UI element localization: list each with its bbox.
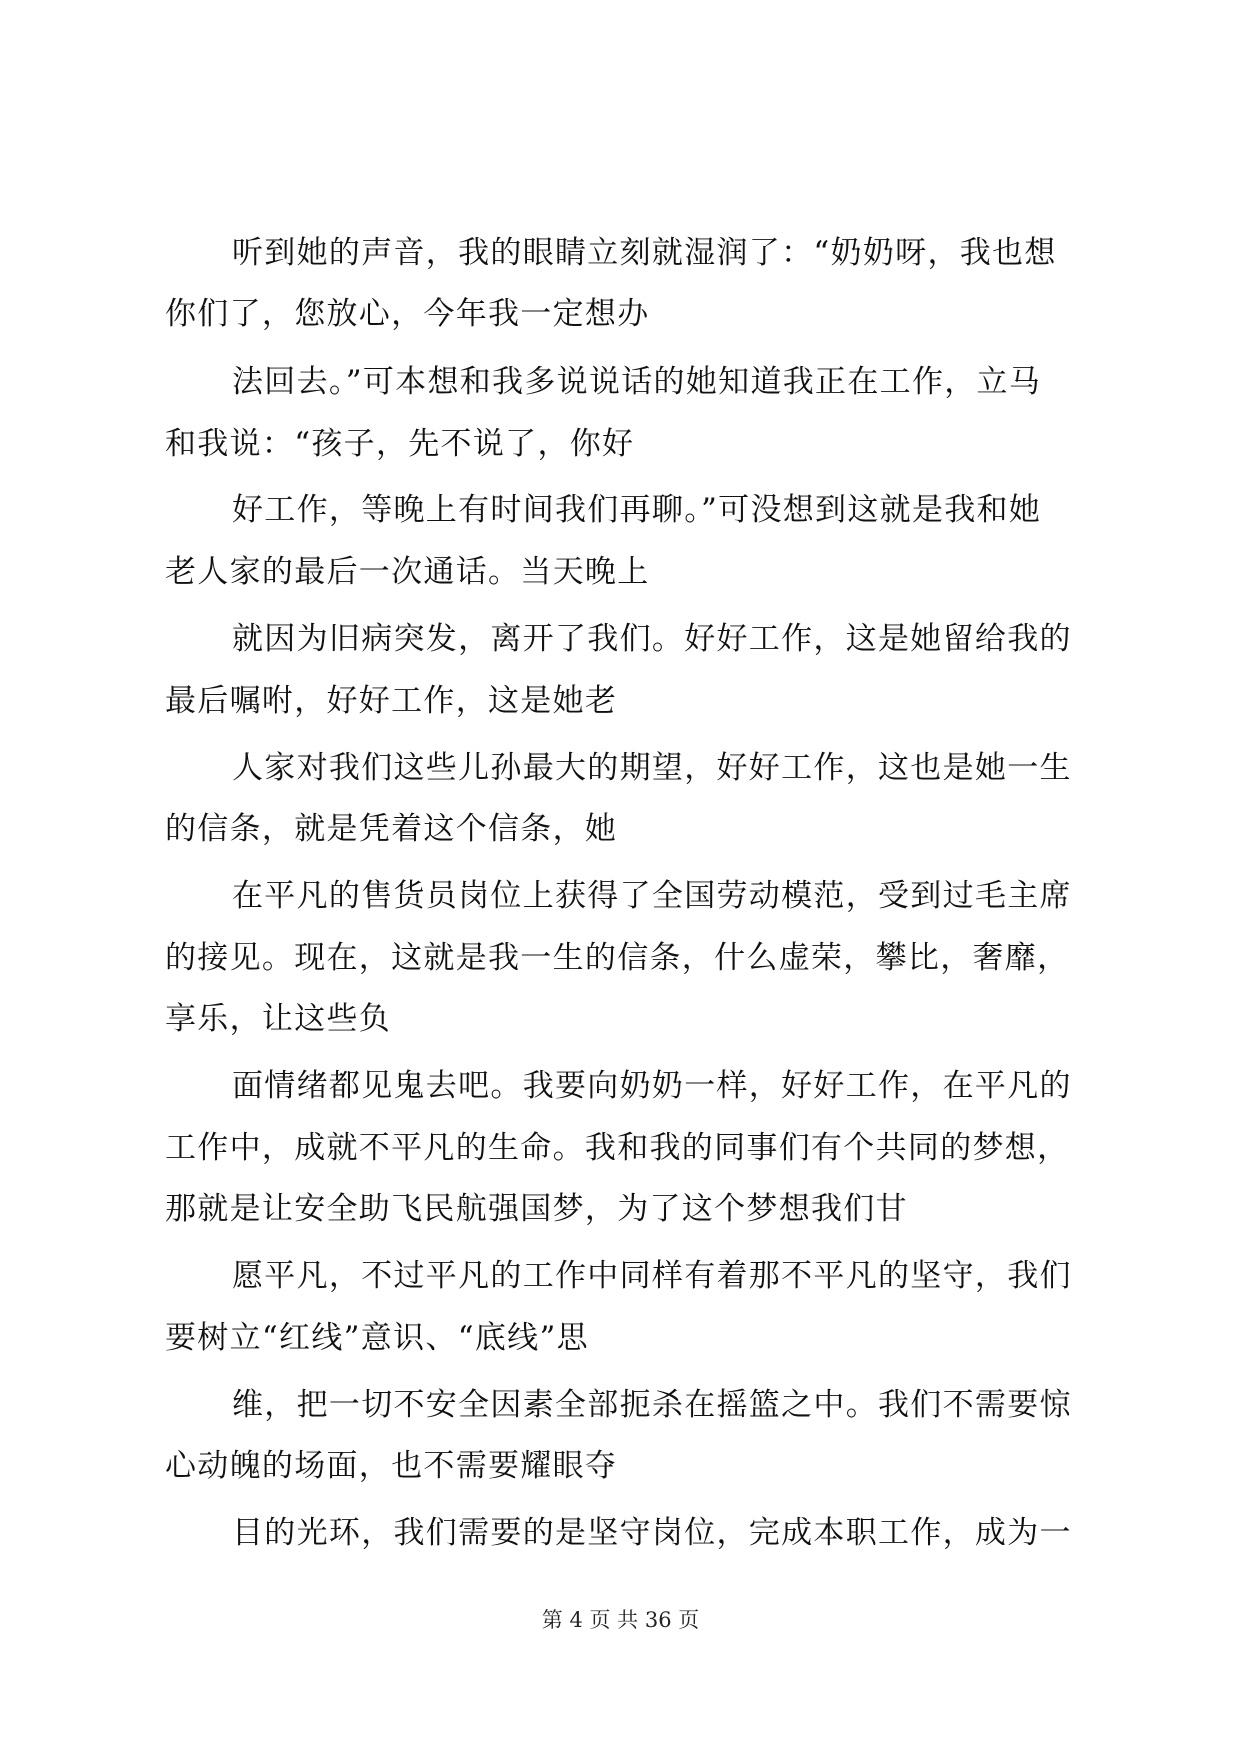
page-number-label: 第 4 页 共 36 页 [541, 1608, 700, 1632]
text-line: 要树立“红线”意识、“底线”思 [165, 1320, 589, 1356]
text-line: 你们了，您放心，今年我一定想办 [165, 296, 650, 332]
text-line: 工作中，成就不平凡的生命。我和我的同事们有个共同的梦想， [165, 1130, 1070, 1166]
text-line: 老人家的最后一次通话。当天晚上 [165, 554, 650, 590]
text-line: 的接见。现在，这就是我一生的信条，什么虚荣，攀比，奢靡， [165, 940, 1070, 976]
text-line: 愿平凡，不过平凡的工作中同样有着那不平凡的坚守，我们 [232, 1258, 1072, 1294]
text-line: 和我说：“孩子，先不说了，你好 [165, 426, 635, 462]
text-line: 就因为旧病突发，离开了我们。好好工作，这是她留给我的 [232, 621, 1072, 657]
text-line: 听到她的声音，我的眼睛立刻就湿润了：“奶奶呀，我也想 [232, 235, 1057, 271]
text-line: 维，把一切不安全因素全部扼杀在摇篮之中。我们不需要惊 [232, 1387, 1072, 1423]
text-line: 那就是让安全助飞民航强国梦，为了这个梦想我们甘 [165, 1191, 908, 1227]
text-line: 人家对我们这些儿孙最大的期望，好好工作，这也是她一生 [232, 750, 1072, 786]
text-line: 的信条，就是凭着这个信条，她 [165, 811, 618, 847]
page-footer [0, 1605, 1241, 1635]
text-line: 法回去。”可本想和我多说说话的她知道我正在工作，立马 [232, 364, 1042, 400]
text-line: 面情绪都见鬼去吧。我要向奶奶一样，好好工作，在平凡的 [232, 1068, 1072, 1104]
text-line: 享乐，让这些负 [165, 1001, 392, 1037]
text-line: 最后嘱咐，好好工作，这是她老 [165, 683, 618, 719]
text-line: 目的光环，我们需要的是坚守岗位，完成本职工作，成为一 [232, 1515, 1072, 1551]
text-line: 心动魄的场面，也不需要耀眼夺 [165, 1448, 618, 1484]
text-line: 在平凡的售货员岗位上获得了全国劳动模范，受到过毛主席 [232, 878, 1072, 914]
text-line: 好工作，等晚上有时间我们再聊。”可没想到这就是我和她 [232, 492, 1042, 528]
